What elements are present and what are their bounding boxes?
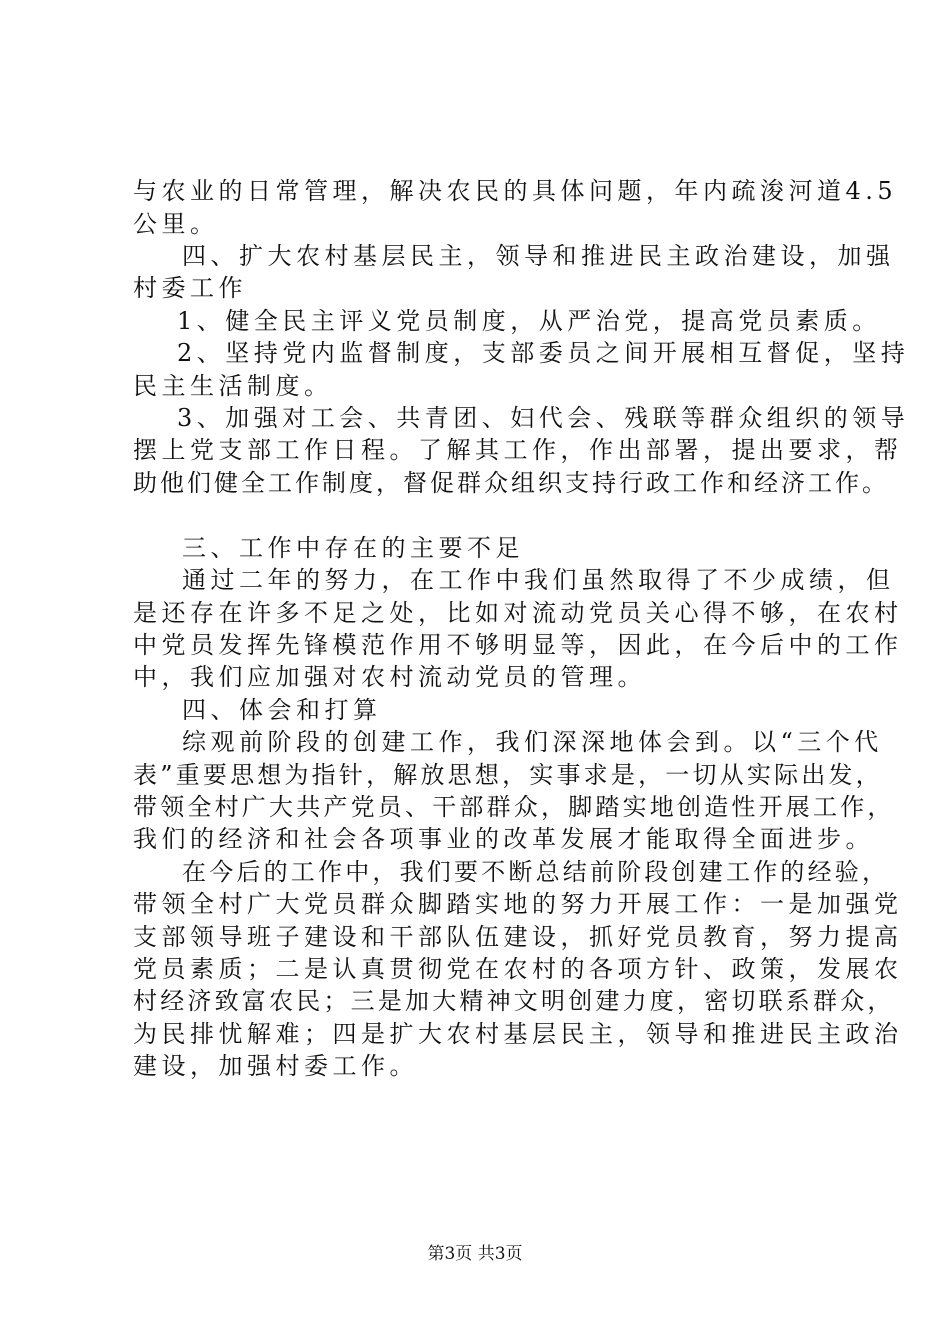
text-line: 带领全村广大党员群众脚踏实地的努力开展工作：一是加强党 <box>133 890 903 918</box>
text-line: 民主生活制度。 <box>133 372 333 400</box>
text-line: 表”重要思想为指针，解放思想，实事求是，一切从实际出发， <box>133 761 883 789</box>
text-line: 中党员发挥先锋模范作用不够明显等，因此，在今后中的工作 <box>133 631 903 659</box>
text-line: 建设，加强村委工作。 <box>133 1052 418 1080</box>
text-line: 公里。 <box>133 210 219 238</box>
list-item: 2、坚持党内监督制度，支部委员之间开展相互督促，坚持 <box>177 339 910 367</box>
text-line: 通过二年的努力，在工作中我们虽然取得了不少成绩，但 <box>182 566 895 594</box>
text-line: 综观前阶段的创建工作，我们深深地体会到。以“三个代 <box>182 728 883 756</box>
list-item: 1、健全民主评义党员制度，从严治党，提高党员素质。 <box>177 307 881 335</box>
section-heading: 四、体会和打算 <box>182 696 382 724</box>
text-line: 为民排忧解难；四是扩大农村基层民主，领导和推进民主政治 <box>133 1020 903 1048</box>
text-line: 与农业的日常管理，解决农民的具体问题，年内疏浚河道4.5 <box>133 177 898 205</box>
text-line: 党员素质；二是认真贯彻党在农村的各项方针、政策，发展农 <box>133 955 903 983</box>
text-line: 村委工作 <box>133 274 247 302</box>
text-line: 带领全村广大共产党员、干部群众，脚踏实地创造性开展工作， <box>133 793 895 821</box>
text-line: 我们的经济和社会各项事业的改革发展才能取得全面进步。 <box>133 825 874 853</box>
page-number: 第3页 共3页 <box>427 1244 523 1264</box>
section-heading: 四、扩大农村基层民主，领导和推进民主政治建设，加强 <box>182 242 895 270</box>
section-heading: 三、工作中存在的主要不足 <box>182 534 524 562</box>
list-item: 3、加强对工会、共青团、妇代会、残联等群众组织的领导 <box>177 404 910 432</box>
text-line: 中，我们应加强对农村流动党员的管理。 <box>133 663 646 691</box>
text-line: 助他们健全工作制度，督促群众组织支持行政工作和经济工作。 <box>133 469 889 497</box>
text-line: 在今后的工作中，我们要不断总结前阶段创建工作的经验， <box>182 858 890 886</box>
text-line: 是还存在许多不足之处，比如对流动党员关心得不够，在农村 <box>133 599 903 627</box>
text-line: 村经济致富农民；三是加大精神文明创建力度，密切联系群众， <box>133 987 895 1015</box>
text-line: 摆上党支部工作日程。了解其工作，作出部署，提出要求，帮 <box>133 436 903 464</box>
text-line: 支部领导班子建设和干部队伍建设，抓好党员教育，努力提高 <box>133 923 903 951</box>
